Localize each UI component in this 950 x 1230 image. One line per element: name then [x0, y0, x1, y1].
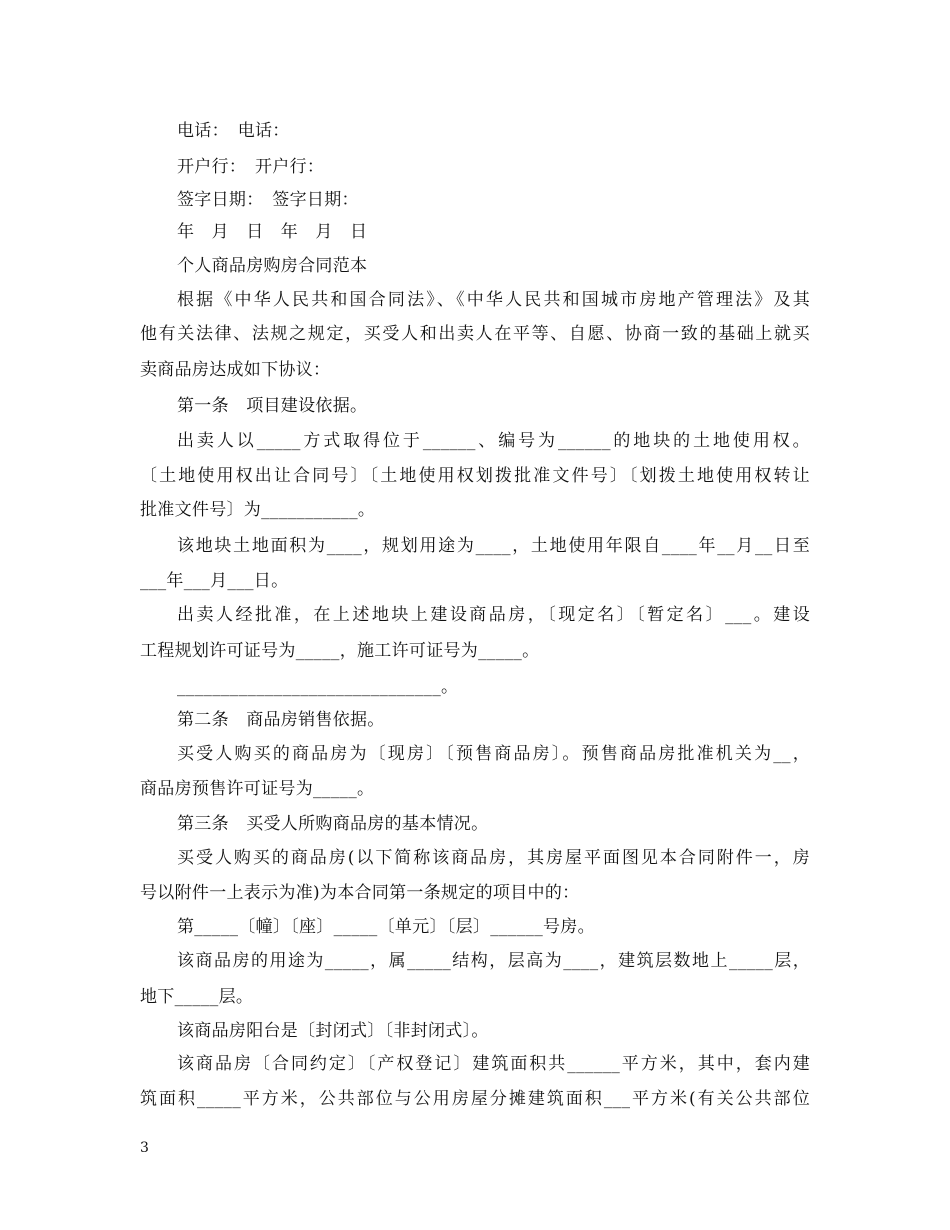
date-fields-line: 年 月 日 年 月 日 [177, 222, 368, 242]
article-1-line-5: ___年___月___日。 [140, 571, 289, 591]
preamble-line-3: 卖商品房达成如下协议： [140, 360, 331, 380]
sign-date-line: 签字日期： 签字日期： [177, 190, 359, 210]
article-2-line-2: 商品房预售许可证号为_____。 [140, 779, 375, 799]
article-3-heading: 第三条 买受人所购商品房的基本情况。 [177, 814, 489, 834]
article-1-line-3: 批准文件号〕为___________。 [140, 500, 376, 520]
seller-phone-line: 电话： 电话： [177, 121, 290, 141]
article-3-line-4: 该商品房的用途为_____，属_____结构，层高为____，建筑层数地上_____层， [177, 951, 810, 971]
article-3-line-7: 该商品房〔合同约定〕〔产权登记〕建筑面积共______平方米，其中，套内建 [177, 1054, 810, 1074]
article-3-line-6: 该商品房阳台是〔封闭式〕〔非封闭式〕。 [177, 1021, 489, 1041]
article-3-line-5: 地下_____层。 [140, 987, 254, 1007]
article-1-line-2: 〔土地使用权出让合同号〕〔土地使用权划拨批准文件号〕〔划拨土地使用权转让 [140, 466, 810, 486]
article-1-line-8: ______________________________。 [177, 677, 459, 697]
bank-line: 开户行： 开户行： [177, 157, 325, 177]
article-3-line-8: 筑面积_____平方米，公共部位与公用房屋分摊建筑面积___平方米(有关公共部位 [140, 1089, 810, 1109]
article-2-heading: 第二条 商品房销售依据。 [177, 710, 385, 730]
article-2-line-1: 买受人购买的商品房为〔现房〕〔预售商品房〕。预售商品房批准机关为__， [177, 744, 810, 764]
article-1-line-1: 出卖人以_____方式取得位于______、编号为______的地块的土地使用权。 [177, 431, 810, 451]
article-1-line-7: 工程规划许可证号为_____，施工许可证号为_____。 [140, 641, 540, 661]
page-number: 3 [140, 1140, 149, 1156]
article-1-line-4: 该地块土地面积为____，规划用途为____，土地使用年限自____年__月__日至 [177, 536, 810, 556]
article-3-line-3: 第_____〔幢〕〔座〕_____〔单元〕〔层〕______号房。 [177, 917, 595, 937]
preamble-line-1: 根据《中华人民共和国合同法》、《中华人民共和国城市房地产管理法》及其 [177, 290, 810, 310]
article-3-line-1: 买受人购买的商品房(以下简称该商品房，其房屋平面图见本合同附件一，房 [177, 848, 810, 868]
article-3-line-2: 号以附件一上表示为准)为本合同第一条规定的项目中的： [140, 883, 580, 903]
article-1-heading: 第一条 项目建设依据。 [177, 396, 368, 416]
preamble-line-2: 他有关法律、法规之规定，买受人和出卖人在平等、自愿、协商一致的基础上就买 [140, 324, 810, 344]
contract-title: 个人商品房购房合同范本 [177, 256, 368, 276]
article-1-line-6: 出卖人经批准，在上述地块上建设商品房，〔现定名〕〔暂定名〕___。建设 [177, 605, 810, 625]
